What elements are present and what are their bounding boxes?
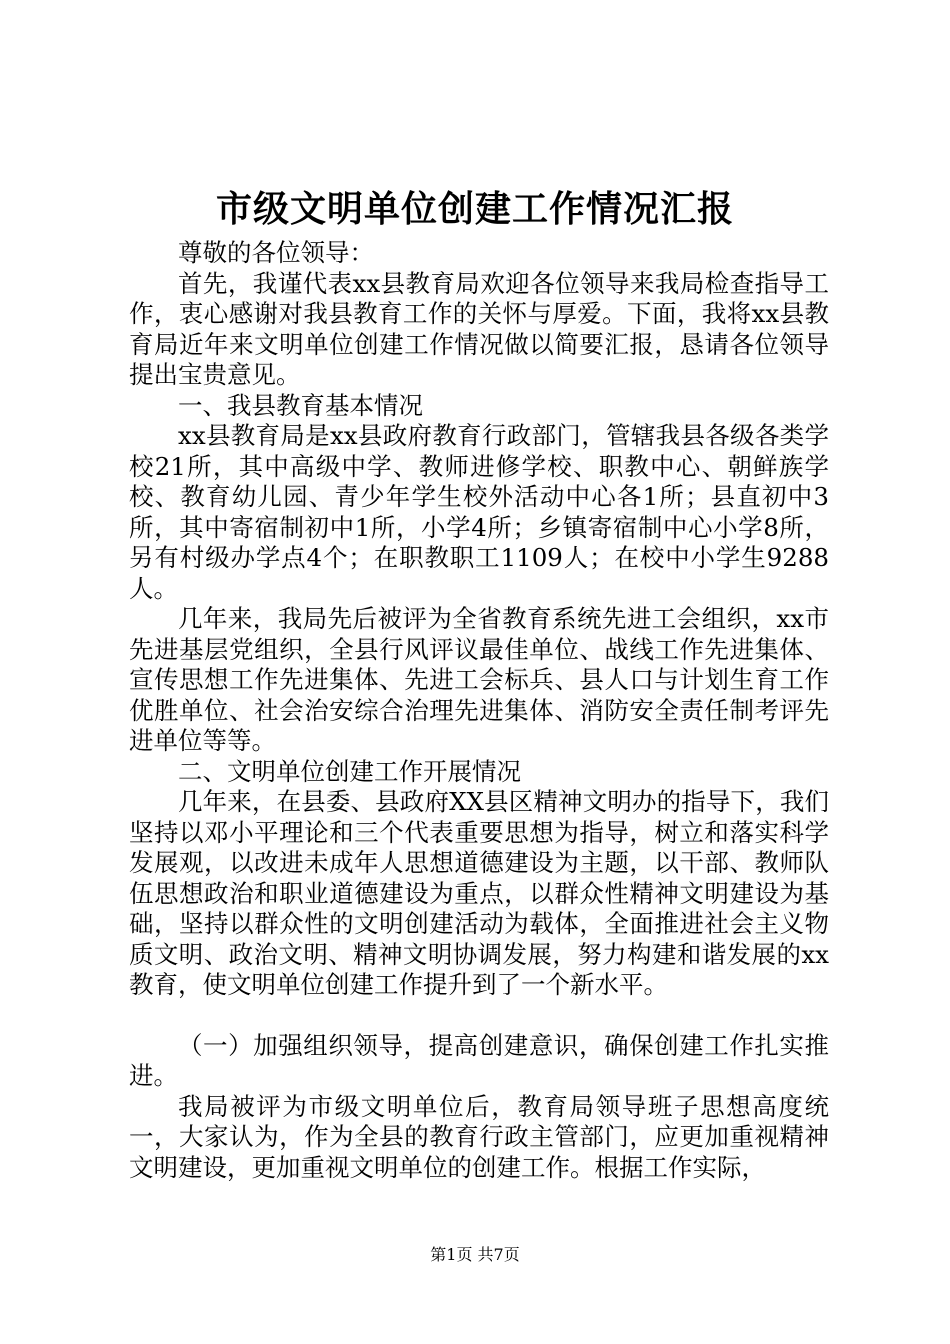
- document-body: [129, 238, 829, 1183]
- page-footer: 第1页 共7页: [430, 1245, 520, 1264]
- basic-info-paragraph: xx县教育局是xx县政府教育行政部门，管辖我县各级各类学校21所，其中高级中学、教师进修学校、职教中心、朝鲜族学校、教育幼儿园、青少年学生校外活动中心各1所；县直初中3所，其中寄宿制初中1所，小学4所；乡镇寄宿制中心小学8所，另有村级办学点4个；在职教职工1109人；在校中小学生9288人。: [129, 421, 829, 603]
- section-heading-1: 一、我县教育基本情况: [178, 390, 423, 420]
- subsection-heading-1: （一）加强组织领导，提高创建意识，确保创建工作扎实推进。: [129, 1030, 829, 1090]
- intro-paragraph: 首先，我谨代表xx县教育局欢迎各位领导来我局检查指导工作，衷心感谢对我县教育工作的关怀与厚爱。下面，我将xx县教育局近年来文明单位创建工作情况做以简要汇报，恳请各位领导提出宝贵意见。: [129, 268, 829, 389]
- leadership-paragraph: 我局被评为市级文明单位后，教育局领导班子思想高度统一，大家认为，作为全县的教育行政主管部门，应更加重视精神文明建设，更加重视文明单位的创建工作。根据工作实际，: [129, 1091, 829, 1182]
- section-heading-2: 二、文明单位创建工作开展情况: [178, 756, 521, 786]
- salutation: 尊敬的各位领导：: [178, 238, 374, 267]
- overview-paragraph: 几年来，在县委、县政府XX县区精神文明办的指导下，我们坚持以邓小平理论和三个代表重要思想为指导，树立和落实科学发展观，以改进未成年人思想道德建设为主题，以干部、教师队伍思想政治和职业道德建设为重点，以群众性精神文明建设为基础，坚持以群众性的文明创建活动为载体，全面推进社会主义物质文明、政治文明、精神文明协调发展，努力构建和谐发展的xx教育，使文明单位创建工作提升到了一个新水平。: [129, 787, 829, 999]
- document-title: 市级文明单位创建工作情况汇报: [215, 188, 734, 230]
- honors-paragraph: 几年来，我局先后被评为全省教育系统先进工会组织，xx市先进基层党组织，全县行风评议最佳单位、战线工作先进集体、宣传思想工作先进集体、先进工会标兵、县人口与计划生育工作优胜单位、社会治安综合治理先进集体、消防安全责任制考评先进单位等等。: [129, 604, 829, 755]
